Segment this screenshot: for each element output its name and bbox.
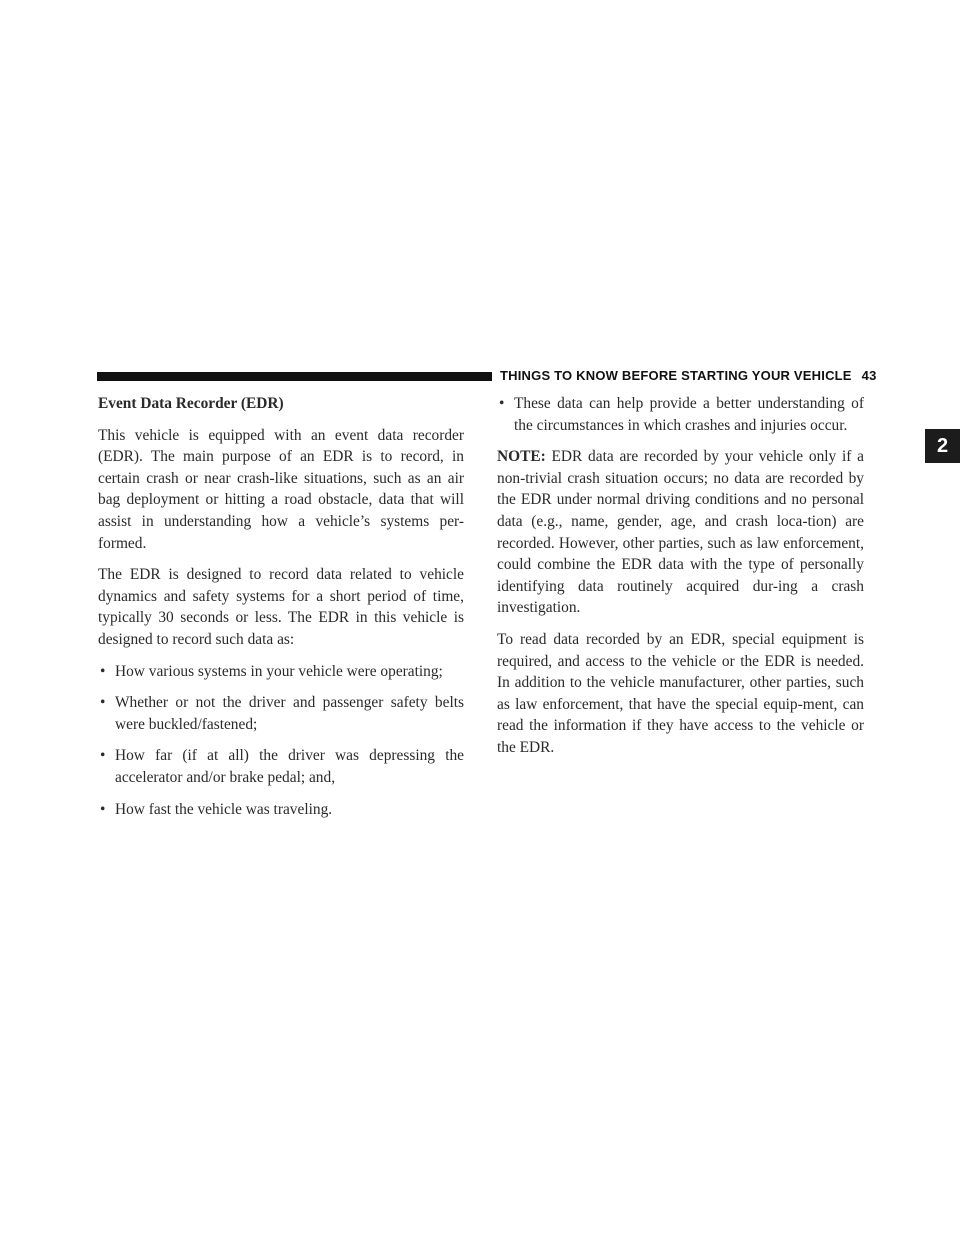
bullet-icon: • bbox=[100, 800, 106, 818]
list-item: • How far (if at all) the driver was depressing the accelerator and/or brake pedal; and, bbox=[100, 747, 464, 786]
left-column bbox=[98, 393, 464, 830]
access-paragraph: To read data recorded by an EDR, special equipment is required, and access to the vehicle or the EDR is needed. In addition to the vehicle manufacturer, other parties, such as law enforcement, that have the special equip-ment, can read the information if they have access to the vehicle or the EDR. bbox=[497, 630, 864, 756]
continued-list bbox=[497, 393, 864, 436]
recorded-data-list bbox=[98, 661, 464, 821]
bullet-icon: • bbox=[100, 662, 106, 680]
note-label: NOTE: bbox=[497, 448, 546, 466]
note-text: EDR data are recorded by your vehicle only if a non-trivial crash situation occurs; no data are recorded by the EDR under normal driving conditions and no personal data (e.g., name, gender, age, and crash loca-tion) are recorded. However, other parties, such as law enforcement, could combine the EDR data with the type of personally identifying data routinely acquired dur-ing a crash investigation. bbox=[497, 448, 864, 617]
running-header bbox=[500, 368, 877, 383]
note-paragraph bbox=[497, 446, 864, 619]
bullet-icon: • bbox=[100, 694, 106, 712]
list-item: • These data can help provide a better understanding of the circumstances in which crashes and injuries occur. bbox=[499, 395, 864, 434]
bullet-icon: • bbox=[100, 747, 106, 765]
list-item: • Whether or not the driver and passenger safety belts were buckled/fastened; bbox=[100, 694, 464, 733]
intro-paragraph: This vehicle is equipped with an event data recorder (EDR). The main purpose of an EDR is to record, in certain crash or near crash-like situations, such as an air bag deployment or hitting a road obstacle, data that will assist in understanding how a vehicle’s systems per-formed. bbox=[98, 426, 464, 552]
design-paragraph: The EDR is designed to record data related to vehicle dynamics and safety systems for a short period of time, typically 30 seconds or less. The EDR in this vehicle is designed to record such data as: bbox=[98, 566, 464, 648]
right-column bbox=[497, 393, 864, 769]
list-item: • How various systems in your vehicle were operating; bbox=[98, 661, 464, 683]
chapter-tab: 2 bbox=[925, 429, 960, 463]
list-item: • How fast the vehicle was traveling. bbox=[98, 799, 464, 821]
header-rule bbox=[97, 372, 492, 381]
bullet-icon: • bbox=[499, 395, 505, 412]
header-title: THINGS TO KNOW BEFORE STARTING YOUR VEHICLE bbox=[500, 368, 852, 383]
page-number: 43 bbox=[861, 368, 877, 383]
section-heading: Event Data Recorder (EDR) bbox=[98, 395, 284, 412]
